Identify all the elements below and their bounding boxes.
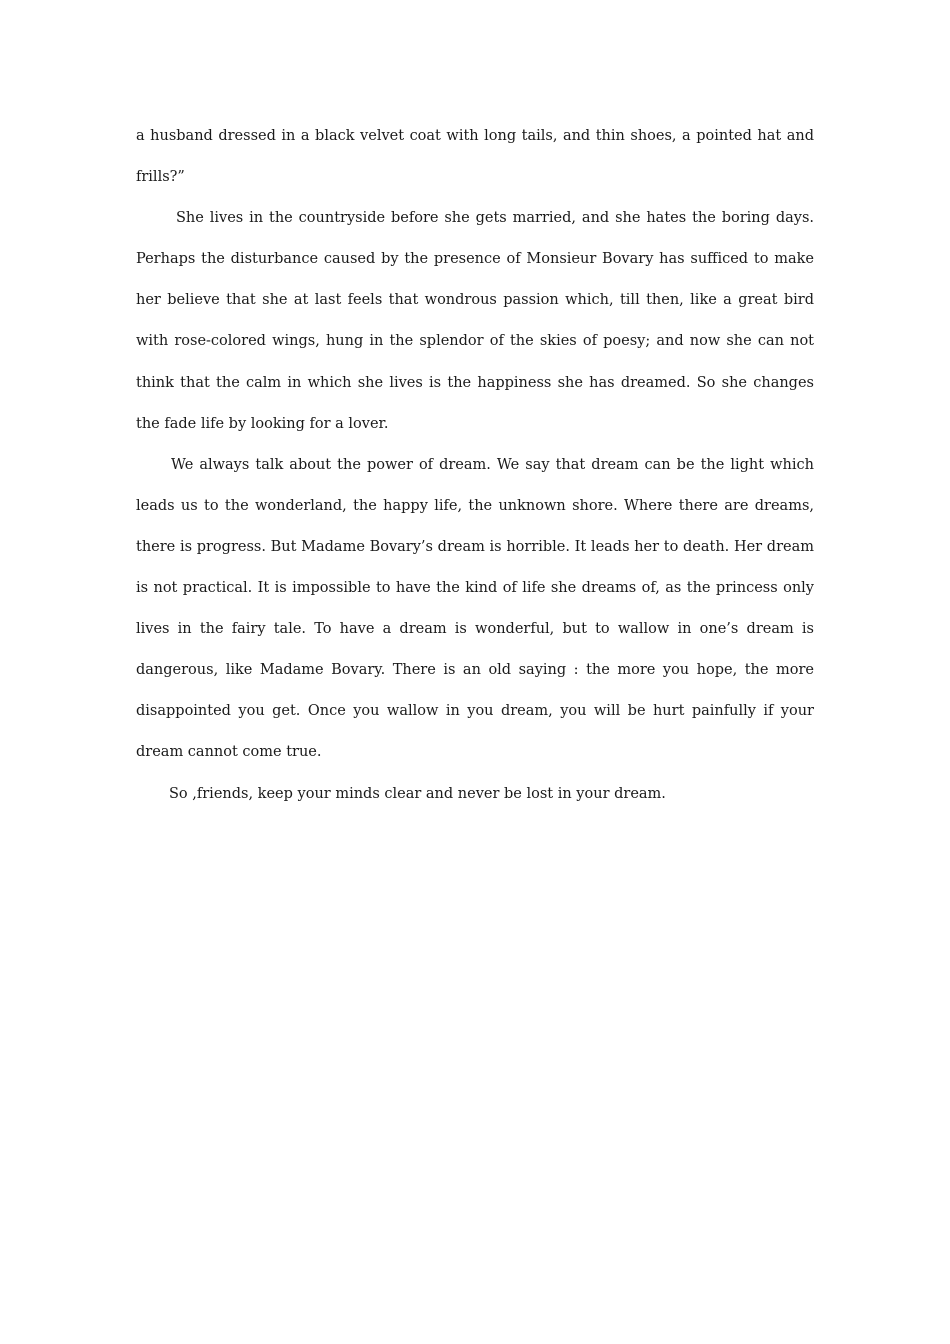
paragraph-continuation: a husband dressed in a black velvet coat with long tails, and thin shoes, a pointed hat and frills?” — [136, 128, 814, 186]
paragraph-conclusion: So ,friends, keep your minds clear and never be lost in your dream. — [169, 785, 666, 802]
document-body — [136, 116, 814, 815]
paragraph-power-of-dream: We always talk about the power of dream. We say that dream can be the light which leads us to the wonderland, the happy life, the unknown shore. Where there are dreams, there is progress. But Madame Bovary’s dream is horrible. It leads her to death. Her dream is not practical. It is impossible to have the kind of life she dreams of, as the princess only lives in the fairy tale. To have a dream is wonderful, but to wallow in one’s dream is dangerous, like Madame Bovary. There is an old saying : the more you hope, the more disappointed you get. Once you wallow in you dream, you will be hurt painfully if your dream cannot come true. — [136, 456, 814, 761]
paragraph-countryside: She lives in the countryside before she gets married, and she hates the boring days. Perhaps the disturbance caused by the presence of Monsieur Bovary has sufficed to make her believe that she at last feels that wondrous passion which, till then, like a great bird with rose-colored wings, hung in the splendor of the skies of poesy; and now she can not think that the calm in which she lives is the happiness she has dreamed. So she changes the fade life by looking for a lover. — [136, 210, 814, 432]
